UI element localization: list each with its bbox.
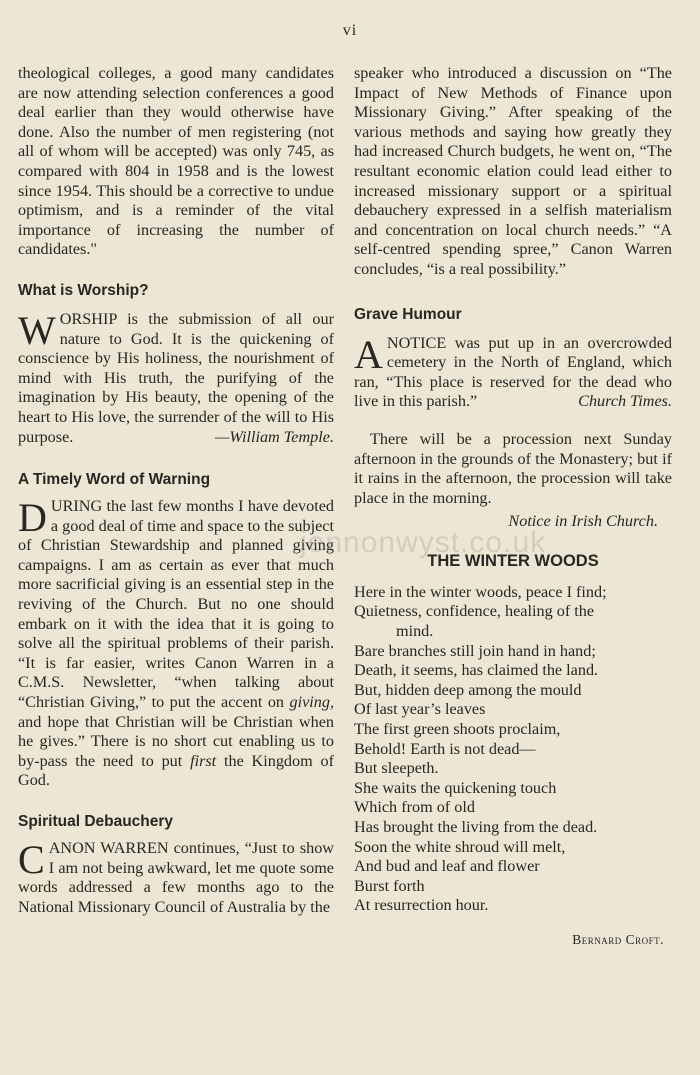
- debauchery-heading: Spiritual Debauchery: [18, 813, 174, 830]
- continuation-paragraph: speaker who introduced a discussion on “The Impact of New Methods of Finance upon Missionary Giving.” After speaking of the various methods and saying how greatly they had increased Church budgets, he went on, “The resultant economic elation could lead either to increased missionary support or a spiritual debauchery expressed in a selfish materialism and concentration on local church needs.” “A self-centred spending spree,” Canon Warren concludes, “is a real possibility.”: [354, 64, 672, 278]
- poem-line: Burst forth: [354, 876, 425, 895]
- poem-line: Has brought the living from the dead.: [354, 818, 598, 836]
- poem-line: The first green shoots proclaim,: [354, 720, 561, 739]
- left-column: [18, 64, 334, 917]
- poem-line: She waits the quickening touch: [354, 778, 557, 797]
- right-column: [354, 64, 672, 950]
- page-number: vi: [342, 22, 358, 39]
- debauchery-dropcap: C: [18, 837, 45, 882]
- poem-lines: [354, 583, 672, 916]
- humour-paragraph: [354, 331, 672, 412]
- worship-dropcap: W: [18, 307, 56, 353]
- poem-author: Bernard Croft.: [572, 931, 664, 947]
- watermark: jennonwyst.co.uk: [300, 526, 547, 559]
- warning-paragraph: [18, 497, 334, 791]
- warning-em-giving: giving,: [289, 693, 334, 712]
- poem-line: Behold! Earth is not dead—: [354, 739, 536, 758]
- notice-paragraph: There will be a procession next Sunday afternoon in the grounds of the Monastery; but if it rains in the afternoon, the procession will take place in the morning.: [354, 429, 672, 507]
- worship-text: ORSHIP is the submission of all our nature to God. It is the quickening of conscience by His holiness, the nourishment of mind with His truth, the purifying of the imagination by His beauty, the opening of the heart to His love, the surrender of the will to His purpose.: [18, 309, 334, 446]
- poem-line: Death, it seems, has claimed the land.: [354, 661, 599, 680]
- poem-line: But sleepeth.: [354, 759, 439, 778]
- poem-line: At resurrection hour.: [354, 896, 489, 915]
- warning-em-first: first: [190, 751, 217, 770]
- poem-line: Soon the white shroud will melt,: [354, 837, 566, 856]
- poem-line: Of last year’s leaves: [354, 700, 486, 719]
- humour-source: Church Times.: [578, 392, 672, 411]
- poem-line: Quietness, confidence, healing of the: [354, 602, 595, 621]
- humour-heading: Grave Humour: [354, 305, 462, 323]
- worship-attribution: —William Temple.: [214, 427, 334, 446]
- poem-line: And bud and leaf and flower: [354, 857, 540, 876]
- worship-heading: What is Worship?: [18, 281, 149, 299]
- humour-dropcap: A: [354, 331, 383, 377]
- warning-text-1: URING the last few months I have devoted a good deal of time and space to the subject of Christian Stewardship and planned giving campaigns. I am as certain as ever that much more sacrificial giving is an essential step in the reviving of the Church. But no one should embark on it with the idea that it is going to solve all the spiritual problems of their parish. “It is far easier, writes Canon Warren in a C.M.S. Newsletter, “when talking about “Christian Giving,” to put the accent on: [18, 497, 334, 712]
- poem-line: mind.: [396, 622, 434, 641]
- warning-text-3: the Kingdom of God.: [18, 751, 334, 790]
- worship-paragraph: [18, 307, 334, 447]
- humour-text: NOTICE was put up in an overcrowded cemetery in the North of England, which ran, “This place is reserved for the dead who live in this parish.”: [354, 333, 672, 411]
- poem-line: Bare branches still join hand in hand;: [354, 641, 596, 660]
- notice-source: Notice in Irish Church.: [508, 512, 658, 531]
- intro-paragraph: theological colleges, a good many candidates are now attending selection conferences a good deal earlier than they would otherwise have done. Also the number of men registering (not all of whom will be accepted) was only 745, as compared with 804 in 1958 and is the lowest since 1954. This should be a corrective to undue optimism, and is a reminder of the vital importance of increasing the number of candidates.": [18, 64, 334, 259]
- warning-text-2: and hope that Christian will be Christian when he gives.” There is no short cut enabling us to by-pass the need to put: [18, 712, 334, 770]
- debauchery-text: ANON WARREN continues, “Just to show I am not being awkward, let me quote some words addressed a few months ago to the National Missionary Council of Australia by the: [18, 839, 334, 916]
- poem-line: But, hidden deep among the mould: [354, 680, 582, 699]
- poem-line: Here in the winter woods, peace I find;: [354, 582, 607, 601]
- poem-title: THE WINTER WOODS: [427, 551, 599, 570]
- debauchery-paragraph: [18, 839, 334, 917]
- warning-heading: A Timely Word of Warning: [18, 471, 211, 489]
- poem-line: Which from of old: [354, 798, 475, 817]
- warning-dropcap: D: [18, 495, 47, 541]
